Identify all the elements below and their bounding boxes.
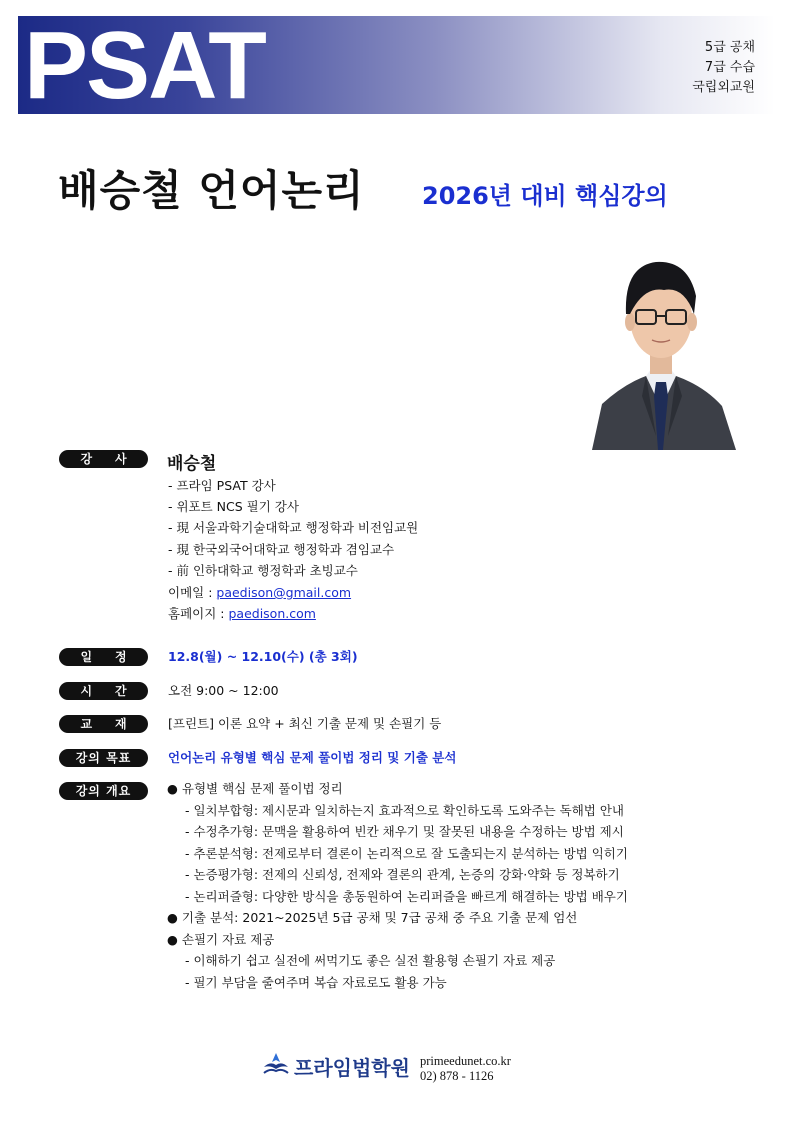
banner-exam-list <box>692 38 755 98</box>
page-subtitle: 2026년 대비 핵심강의 <box>422 182 668 210</box>
email-label: 이메일 : <box>168 585 217 600</box>
header-banner <box>18 12 775 119</box>
label-char: 간 <box>114 684 127 698</box>
homepage-link[interactable]: paedison.com <box>228 606 316 621</box>
label-instructor <box>59 450 148 468</box>
footer-phone: 02) 878 - 1126 <box>420 1069 494 1083</box>
career-item: - 現 서울과학기술대학교 행정학과 비전임교원 <box>168 520 419 535</box>
label-time <box>59 682 148 700</box>
homepage-label: 홈페이지 : <box>168 606 229 621</box>
label-char: 정 <box>114 650 127 664</box>
label-char: 사 <box>114 452 127 466</box>
overview-item <box>167 910 577 926</box>
book-wave-icon <box>262 1051 290 1081</box>
career-item: - 위포트 NCS 필기 강사 <box>168 499 299 514</box>
overview-subitem: - 논증평가형: 전제의 신뢰성, 전제와 결론의 관계, 논증의 강화·약화 등 정복하기 <box>185 867 620 882</box>
label-char: 교 <box>80 717 93 731</box>
bullet-icon: ● <box>167 781 178 796</box>
label-char: 시 <box>80 684 93 698</box>
email-line <box>168 585 351 601</box>
label-char: 일 <box>80 650 93 664</box>
label-overview: 강의 개요 <box>59 782 148 800</box>
footer-contact <box>420 1054 511 1084</box>
label-char: 강 <box>80 452 93 466</box>
footer-brand: 프라임법학원 <box>294 1055 410 1080</box>
time-value: 오전 9:00 ~ 12:00 <box>168 683 279 698</box>
goal-value: 언어논리 유형별 핵심 문제 풀이법 정리 및 기출 분석 <box>168 750 457 765</box>
career-item: - 現 한국외국어대학교 행정학과 겸임교수 <box>168 542 395 557</box>
email-link[interactable]: paedison@gmail.com <box>216 585 352 600</box>
bullet-icon: ● <box>167 910 178 925</box>
overview-subitem: - 필기 부담을 줄여주며 복습 자료로도 활용 가능 <box>185 975 447 990</box>
bullet-icon: ● <box>167 932 178 947</box>
overview-item-text: 기출 분석: 2021~2025년 5급 공채 및 7급 공채 중 주요 기출 문제 엄선 <box>181 910 578 925</box>
label-schedule <box>59 648 148 666</box>
page-title: 배승철 언어논리 <box>58 166 365 215</box>
banner-line: 5급 공채 <box>704 40 755 55</box>
overview-subitem: - 이해하기 쉽고 실전에 써먹기도 좋은 실전 활용형 손필기 자료 제공 <box>185 953 556 968</box>
overview-subitem: - 논리퍼즐형: 다양한 방식을 총동원하여 논리퍼즐을 빠르게 해결하는 방법 배우기 <box>185 889 628 904</box>
footer-logo <box>262 1051 410 1081</box>
instructor-name: 배승철 <box>167 454 217 474</box>
schedule-value: 12.8(월) ~ 12.10(수) (총 3회) <box>168 649 358 664</box>
instructor-photo <box>584 236 738 450</box>
overview-subitem: - 추론분석형: 전제로부터 결론이 논리적으로 잘 도출되는지 분석하는 방법 익히기 <box>185 846 628 861</box>
overview-item <box>167 932 274 948</box>
homepage-line <box>168 606 316 622</box>
overview-item-text: 손필기 자료 제공 <box>181 932 275 947</box>
banner-line: 7급 수습 <box>704 60 755 75</box>
label-char: 재 <box>114 717 127 731</box>
career-item: - 프라임 PSAT 강사 <box>168 478 276 493</box>
overview-subitem: - 일치부합형: 제시문과 일치하는지 효과적으로 확인하도록 도와주는 독해법 안내 <box>185 803 624 818</box>
material-value: [프린트] 이론 요약 + 최신 기출 문제 및 손필기 등 <box>168 716 442 731</box>
label-goal: 강의 목표 <box>59 749 148 767</box>
label-material <box>59 715 148 733</box>
overview-item <box>167 781 343 797</box>
banner-title: PSAT <box>24 12 265 119</box>
career-item: - 前 인하대학교 행정학과 초빙교수 <box>168 563 358 578</box>
overview-item-text: 유형별 핵심 문제 풀이법 정리 <box>181 781 343 796</box>
overview-subitem: - 수정추가형: 문맥을 활용하여 빈칸 채우기 및 잘못된 내용을 수정하는 방법 제시 <box>185 824 624 839</box>
footer-website[interactable]: primeedunet.co.kr <box>420 1054 511 1068</box>
banner-line: 국립외교원 <box>692 80 755 95</box>
